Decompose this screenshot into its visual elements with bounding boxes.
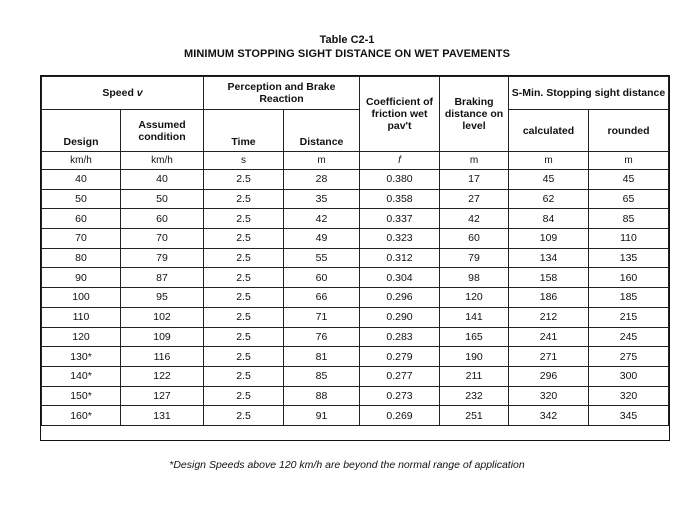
table-row [42,307,669,327]
table-cell: 0.323 [360,229,440,249]
table-cell: 55 [284,248,360,268]
table-cell: 85 [589,209,669,229]
table-cell: 110 [42,307,121,327]
table-cell: 141 [440,307,509,327]
speed-header-label: Speed [102,87,134,99]
table-cell: 2.5 [204,307,284,327]
table-cell: 134 [509,248,589,268]
table-number: Table C2-1 [319,34,375,46]
unit-cell: s [204,152,284,170]
table-row [42,170,669,190]
table-cell: 65 [589,189,669,209]
table-cell: 241 [509,327,589,347]
table-row [42,248,669,268]
table-cell: 109 [121,327,204,347]
table-cell: 100 [42,288,121,308]
table-row [42,406,669,426]
perception-header: Perception and Brake Reaction [204,77,360,110]
table-row [42,366,669,386]
table-row [42,347,669,367]
table-cell: 81 [284,347,360,367]
table-row [42,229,669,249]
assumed-header: Assumed condition [121,110,204,152]
table-cell: 62 [509,189,589,209]
table-cell: 122 [121,366,204,386]
unit-cell: m [509,152,589,170]
table-cell: 76 [284,327,360,347]
table-cell: 42 [284,209,360,229]
table-cell: 79 [440,248,509,268]
table-cell: 2.5 [204,366,284,386]
table-cell: 40 [42,170,121,190]
table-cell: 102 [121,307,204,327]
unit-cell: f [360,152,440,170]
table-cell: 60 [284,268,360,288]
table-cell: 0.279 [360,347,440,367]
table-cell: 0.304 [360,268,440,288]
table-cell: 110 [589,229,669,249]
footnote: *Design Speeds above 120 km/h are beyond the normal range of application [169,459,525,471]
table-cell: 0.273 [360,386,440,406]
speed-header [42,77,204,110]
table-cell: 296 [509,366,589,386]
stopping-distance-table [40,75,670,441]
table-cell: 60 [440,229,509,249]
table-cell: 342 [509,406,589,426]
design-header: Design [42,110,121,152]
speed-header-variable: v [136,87,143,99]
table-cell: 98 [440,268,509,288]
table-cell: 2.5 [204,386,284,406]
table-cell: 70 [42,229,121,249]
calculated-header: calculated [509,110,589,152]
smin-header: S-Min. Stopping sight distance [509,77,669,110]
coefficient-header: Coefficient of friction wet pav't [360,77,440,152]
table-cell: 84 [509,209,589,229]
table-cell: 190 [440,347,509,367]
distance-header: Distance [284,110,360,152]
table-cell: 185 [589,288,669,308]
table-cell: 87 [121,268,204,288]
table-cell: 160* [42,406,121,426]
table-cell: 50 [121,189,204,209]
header-row-2 [42,110,669,152]
table-cell: 275 [589,347,669,367]
table-cell: 0.312 [360,248,440,268]
unit-cell: m [440,152,509,170]
table-cell: 116 [121,347,204,367]
table-cell: 0.358 [360,189,440,209]
header-row-1 [42,77,669,110]
unit-cell: m [284,152,360,170]
table-row [42,288,669,308]
table-cell: 0.290 [360,307,440,327]
table-row [42,386,669,406]
time-header: Time [204,110,284,152]
table-cell: 165 [440,327,509,347]
table-cell: 251 [440,406,509,426]
table-cell: 60 [121,209,204,229]
braking-header: Braking distance on level [440,77,509,152]
table-cell: 0.283 [360,327,440,347]
units-row [42,152,669,170]
table-cell: 27 [440,189,509,209]
table-cell: 79 [121,248,204,268]
table-cell: 127 [121,386,204,406]
table-cell: 2.5 [204,268,284,288]
table-cell: 2.5 [204,189,284,209]
table-cell: 60 [42,209,121,229]
table-cell: 90 [42,268,121,288]
table-cell: 50 [42,189,121,209]
table-cell: 131 [121,406,204,426]
table-cell: 320 [589,386,669,406]
table-cell: 158 [509,268,589,288]
table-cell: 345 [589,406,669,426]
table-cell: 140* [42,366,121,386]
table-cell: 28 [284,170,360,190]
table-cell: 120 [440,288,509,308]
unit-cell: m [589,152,669,170]
table-cell: 88 [284,386,360,406]
table-cell: 0.337 [360,209,440,229]
table-cell: 0.277 [360,366,440,386]
table-cell: 17 [440,170,509,190]
table-cell: 212 [509,307,589,327]
table-cell: 85 [284,366,360,386]
table-cell: 80 [42,248,121,268]
table-cell: 35 [284,189,360,209]
table-cell: 91 [284,406,360,426]
table-cell: 2.5 [204,229,284,249]
table-cell: 245 [589,327,669,347]
table-cell: 215 [589,307,669,327]
table-cell: 300 [589,366,669,386]
table-cell: 70 [121,229,204,249]
table-cell: 0.380 [360,170,440,190]
table-cell: 130* [42,347,121,367]
table-cell: 40 [121,170,204,190]
table-cell: 95 [121,288,204,308]
table-cell: 120 [42,327,121,347]
table-title: MINIMUM STOPPING SIGHT DISTANCE ON WET PAVEMENTS [183,48,511,60]
table-cell: 160 [589,268,669,288]
unit-cell: km/h [121,152,204,170]
table-cell: 271 [509,347,589,367]
table-title-block [0,33,694,61]
table-cell: 2.5 [204,406,284,426]
table-cell: 2.5 [204,288,284,308]
table-cell: 2.5 [204,170,284,190]
table-cell: 0.296 [360,288,440,308]
table-cell: 135 [589,248,669,268]
table-row [42,209,669,229]
table-row [42,189,669,209]
table-cell: 211 [440,366,509,386]
table-cell: 2.5 [204,209,284,229]
table-row [42,327,669,347]
table-row [42,268,669,288]
table-cell: 2.5 [204,248,284,268]
table-cell: 71 [284,307,360,327]
table-cell: 150* [42,386,121,406]
table-cell: 45 [589,170,669,190]
table-cell: 0.269 [360,406,440,426]
table-cell: 2.5 [204,327,284,347]
table-cell: 49 [284,229,360,249]
table-cell: 45 [509,170,589,190]
table-cell: 2.5 [204,347,284,367]
table-cell: 42 [440,209,509,229]
table-cell: 109 [509,229,589,249]
table-cell: 66 [284,288,360,308]
table-cell: 186 [509,288,589,308]
table-cell: 320 [509,386,589,406]
table-cell: 232 [440,386,509,406]
rounded-header: rounded [589,110,669,152]
unit-cell: km/h [42,152,121,170]
